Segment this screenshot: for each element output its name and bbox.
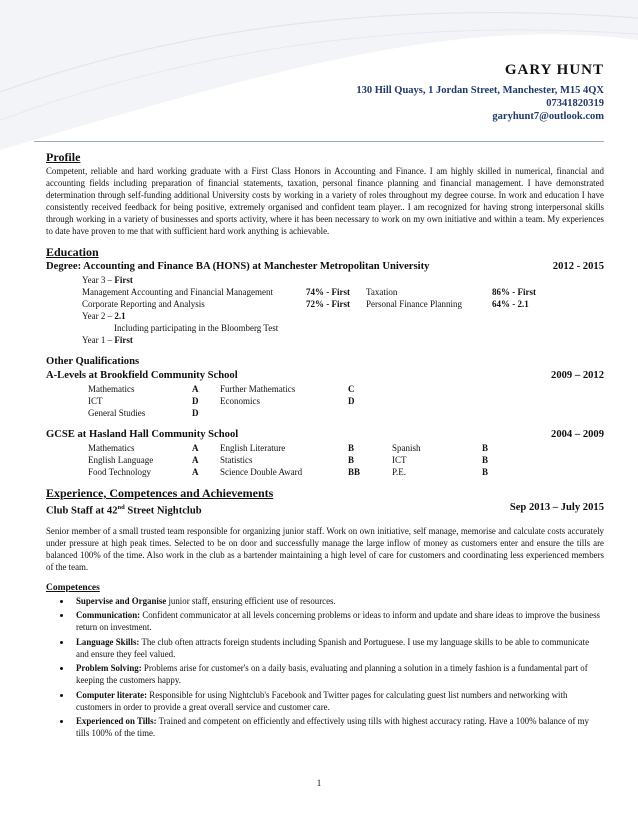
list-item (72, 689, 604, 713)
year3-grade: First (114, 275, 133, 285)
year1-line (46, 334, 604, 346)
module-name: Management Accounting and Financial Management (82, 287, 273, 297)
competence-label: Computer literate: (76, 689, 148, 700)
alevels-dates: 2009 – 2012 (551, 370, 604, 381)
subject: Further Mathematics (220, 384, 296, 394)
year2-line (46, 310, 604, 322)
other-quals-heading (46, 355, 604, 369)
module-name: Taxation (366, 287, 398, 297)
degree-dates: 2012 - 2015 (552, 261, 604, 272)
alevels-table (88, 383, 355, 419)
candidate-name: GARY HUNT (504, 62, 604, 78)
phone: 07341820319 (546, 98, 604, 109)
job-title (46, 501, 202, 519)
grade: B (482, 467, 489, 477)
subject: Science Double Award (220, 467, 303, 477)
table-row (88, 383, 355, 395)
alevels-row (46, 369, 604, 383)
grade: A (192, 467, 199, 477)
module-name: Corporate Reporting and Analysis (82, 299, 205, 309)
table-row (88, 395, 355, 407)
email: garyhunt7@outlook.com (492, 111, 604, 122)
subject: ICT (88, 396, 103, 406)
modules-table (82, 286, 536, 310)
resume-body (46, 150, 604, 742)
subject: Food Technology (88, 467, 151, 477)
grade: C (348, 384, 355, 394)
competence-label: Communication: (76, 610, 141, 621)
competence-text: junior staff, ensuring efficient use of resources. (166, 595, 336, 606)
job-dates: Sep 2013 – July 2015 (509, 502, 604, 513)
subject: General Studies (88, 408, 146, 418)
competences-list (46, 595, 604, 740)
gcse-row (46, 428, 604, 442)
grade (348, 407, 355, 419)
table-row (88, 466, 488, 478)
job-row (46, 501, 604, 519)
grade: A (192, 443, 199, 453)
subject: Mathematics (88, 384, 135, 394)
grade: D (192, 408, 199, 418)
grade: B (482, 443, 489, 453)
grade: BB (348, 467, 361, 477)
gcse-table (88, 442, 488, 478)
education-heading: Education (46, 245, 99, 259)
subject: Spanish (392, 443, 421, 453)
grade: D (348, 396, 355, 406)
job-description: Senior member of a small trusted team responsible for organizing junior staff. Work on own initiative, self manage, memorise and calculate costs accurately under pressure at high peak times. Selected to be on door and successfully manage the large inflow of money as customers enter and ensure the tills are balanced 100% of the time. Also work in the club as a bartender maintaining a high level of care for customers and coordinating less experienced members of the team. (46, 525, 604, 572)
year3-label: Year 3 – (82, 275, 113, 285)
header-divider (34, 141, 604, 142)
grade: B (348, 443, 355, 453)
table-row (88, 407, 355, 419)
competence-text: The club often attracts foreign students including Spanish and Portuguese. I use my language skills to be able to communicate and ensure they feel valued. (76, 636, 590, 659)
competences-heading: Competences (46, 582, 100, 593)
subject: Mathematics (88, 443, 135, 453)
subject: Economics (220, 396, 260, 406)
year2-grade: 2.1 (114, 311, 126, 321)
subject: P.E. (392, 467, 407, 477)
job-title-part: Street Nightclub (124, 505, 202, 517)
grade: B (348, 455, 355, 465)
competence-label: Problem Solving: (76, 663, 142, 674)
competence-label: Language Skills: (76, 636, 140, 647)
year2-note: Including participating in the Bloomberg Test (114, 323, 279, 333)
module-grade: 86% - First (492, 287, 536, 297)
table-row (82, 298, 536, 310)
other-quals-title: Other Qualifications (46, 356, 140, 367)
competence-text: Responsible for using Nightclub's Facebook and Twitter pages for calculating guest list numbers and networking with customers in order to provide a great overall service and customer care. (76, 689, 568, 712)
subject: English Literature (220, 443, 286, 453)
experience-heading: Experience, Competences and Achievements (46, 486, 274, 500)
subject: ICT (392, 455, 407, 465)
degree-title: Degree: Accounting and Finance BA (HONS) at Manchester Metropolitan University (46, 261, 430, 272)
module-grade: 72% - First (306, 299, 350, 309)
competence-text: Problems arise for customer's on a daily basis, evaluating and planning a solution in a timely fashion is a fundamental part of keeping the customers happy. (76, 663, 588, 686)
competence-label: Experienced on Tills: (76, 716, 157, 727)
degree-row (46, 260, 604, 274)
competence-label: Supervise and Organise (76, 595, 167, 606)
year3-line (46, 274, 604, 286)
table-row (82, 286, 536, 298)
module-grade: 64% - 2.1 (492, 299, 529, 309)
grade: A (192, 384, 199, 394)
grade: B (482, 455, 489, 465)
table-row (88, 442, 488, 454)
job-title-ordinal: nd (117, 504, 125, 511)
profile-heading: Profile (46, 150, 81, 164)
year1-grade: First (114, 335, 133, 345)
job-title-part: Club Staff at 42 (46, 505, 118, 517)
list-item (72, 662, 604, 686)
module-name: Personal Finance Planning (366, 299, 462, 309)
grade: D (192, 396, 199, 406)
table-row (88, 454, 488, 466)
address: 130 Hill Quays, 1 Jordan Street, Manchester, M15 4QX (356, 85, 604, 96)
year1-label: Year 1 – (82, 335, 113, 345)
grade: A (192, 455, 199, 465)
competence-text: Trained and competent on efficiently and effectively using tills with highest accuracy rating. Have a 100% balance of my tills 100% of the time. (76, 716, 589, 739)
page-number: 1 (316, 778, 322, 788)
list-item (72, 715, 604, 739)
subject: Statistics (220, 455, 253, 465)
alevels-title: A-Levels at Brookfield Community School (46, 370, 238, 381)
list-item (72, 609, 604, 633)
year2-label: Year 2 – (82, 311, 113, 321)
subject (220, 407, 348, 419)
list-item (72, 595, 604, 607)
competence-text: Confident communicator at all levels concerning problems or ideas to inform and update and share ideas to improve the business return on investment. (76, 610, 601, 633)
gcse-dates: 2004 – 2009 (551, 429, 604, 440)
resume-header (356, 62, 604, 123)
subject: English Language (88, 455, 154, 465)
list-item (72, 636, 604, 660)
gcse-title: GCSE at Hasland Hall Community School (46, 429, 239, 440)
profile-text: Competent, reliable and hard working graduate with a First Class Honors in Accounting and Finance. I am highly skilled in numerical, financial and accounting fields including preparation of financial statements, taxation, personal finance planning and financial management. I have demonstrated determination through self-funding additional University costs by working in a variety of roles throughout my degree course. In work and education I have consistently received feedback for being positive, extremely organised and confident team player.. I am recognized for having strong interpersonal skills through working in a variety of businesses and sports activity, where it has been necessary to work on my own initiative and within a team. My experiences to date have proven to me that with sufficient hard work anything is achievable. (46, 166, 604, 236)
module-grade: 74% - First (306, 287, 350, 297)
